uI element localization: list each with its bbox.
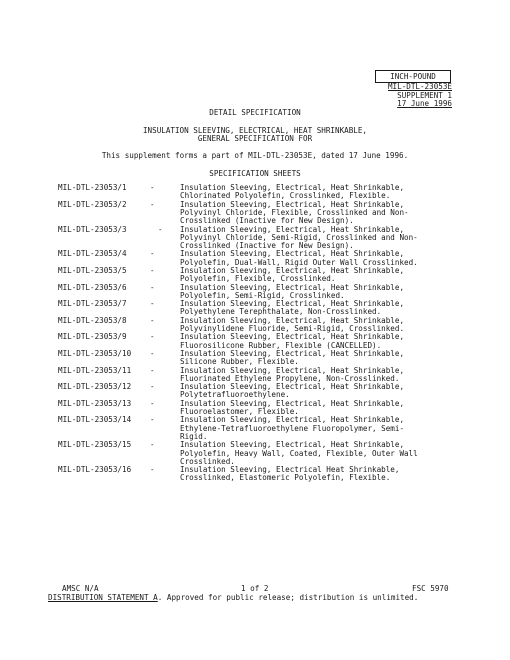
spec-sheet-description-line: Crosslinked, Elastomeric Polyolefin, Flexible.	[180, 473, 391, 483]
spec-sheet-number: MIL-DTL-23053/6	[58, 282, 127, 292]
spec-sheet-number: MIL-DTL-23053/16	[58, 465, 132, 475]
spec-sheet-dash: -	[150, 349, 155, 358]
spec-sheet-dash: -	[150, 398, 155, 408]
spec-sheet-description	[180, 226, 450, 251]
spec-kind: DETAIL SPECIFICATION	[209, 108, 301, 117]
spec-sheet-dash: -	[150, 365, 155, 375]
page-number: 1 of 2	[241, 584, 269, 593]
spec-sheet-description-line: Insulation Sleeving, Electrical, Heat Shrinkable,	[180, 415, 405, 425]
spec-sheet-description	[180, 201, 450, 226]
spec-sheet-number: MIL-DTL-23053/10	[58, 349, 132, 358]
spec-sheet-description	[180, 383, 450, 400]
spec-sheet-number: MIL-DTL-23053/2	[58, 199, 127, 209]
spec-sheet-description	[180, 367, 450, 384]
spec-sheet-number: MIL-DTL-23053/1	[58, 183, 127, 192]
spec-sheet-dash: -	[150, 440, 155, 450]
spec-sheet-number: MIL-DTL-23053/5	[58, 266, 127, 275]
spec-sheet-description-line: Crosslinked (Inactive for New Design).	[180, 216, 354, 226]
spec-sheet-dash: -	[150, 249, 155, 259]
spec-sheet-description-line: Polyvinyl Chloride, Flexible, Crosslinked and Non-	[180, 207, 409, 217]
spec-sheet-description	[180, 441, 450, 466]
sheets-heading: SPECIFICATION SHEETS	[209, 169, 301, 178]
spec-sheet-description-line: Polyvinyl Chloride, Semi-Rigid, Crosslinked and Non-	[180, 232, 418, 242]
spec-sheet-description-line: Insulation Sleeving, Electrical, Heat Shrinkable,	[180, 398, 405, 408]
spec-sheet-dash: -	[158, 224, 163, 234]
inch-pound-box: INCH-POUND	[375, 70, 451, 83]
spec-sheet-dash: -	[150, 299, 155, 309]
spec-sheet-description	[180, 184, 450, 201]
spec-sheet-number: MIL-DTL-23053/15	[58, 440, 132, 450]
spec-sheet-number: MIL-DTL-23053/9	[58, 332, 127, 342]
spec-sheet-description-line: Polyolefin, Heavy Wall, Coated, Flexible, Outer Wall	[180, 448, 418, 458]
spec-sheet-number: MIL-DTL-23053/8	[58, 315, 127, 325]
spec-sheet-number: MIL-DTL-23053/14	[58, 415, 132, 425]
spec-sheet-description-line: Insulation Sleeving, Electrical, Heat Shrinkable,	[180, 365, 405, 375]
spec-sheet-description	[180, 416, 450, 441]
spec-sheet-dash: -	[150, 332, 155, 342]
spec-sheet-number: MIL-DTL-23053/12	[58, 382, 132, 392]
spec-sheet-description	[180, 284, 450, 301]
spec-sheet-number: MIL-DTL-23053/13	[58, 398, 132, 408]
fsc-label: FSC 5970	[412, 584, 449, 593]
spec-sheet-description-line: Insulation Sleeving, Electrical, Heat Shrinkable,	[180, 315, 405, 325]
title-line-2: GENERAL SPECIFICATION FOR	[197, 134, 313, 143]
spec-sheet-description-line: Chlorinated Polyolefin, Crosslinked, Flexible.	[180, 191, 391, 201]
spec-sheet-description-line: Polyvinylidene Fluoride, Semi-Rigid, Crosslinked.	[180, 324, 405, 334]
doc-date: 17 June 1996	[397, 99, 452, 109]
spec-sheet-description-line: Insulation Sleeving, Electrical, Heat Shrinkable,	[180, 183, 405, 192]
title-line-1: INSULATION SLEEVING, ELECTRICAL, HEAT SHRINKABLE,	[142, 126, 368, 135]
spec-sheet-description-line: Polyethylene Terephthalate, Non-Crosslinked.	[180, 307, 382, 317]
spec-sheet-description-line: Fluorinated Ethylene Propylene, Non-Crosslinked.	[180, 373, 400, 383]
spec-sheet-number: MIL-DTL-23053/3	[58, 224, 127, 234]
spec-sheet-dash: -	[150, 183, 155, 192]
spec-sheet-description	[180, 400, 450, 417]
spec-sheet-description-line: Fluoroelastomer, Flexible.	[180, 407, 299, 417]
spec-sheet-description	[180, 466, 450, 483]
spec-sheet-description-line: Insulation Sleeving, Electrical, Heat Shrinkable,	[180, 382, 405, 392]
spec-sheet-description-line: Insulation Sleeving, Electrical, Heat Shrinkable,	[180, 282, 405, 292]
distribution-statement	[48, 594, 418, 602]
spec-sheet-description	[180, 250, 450, 267]
spec-sheet-dash: -	[150, 415, 155, 425]
spec-sheet-description-line: Polytetrafluoroethylene.	[180, 390, 290, 400]
spec-sheet-description-line: Insulation Sleeving, Electrical, Heat Shrinkable,	[180, 440, 405, 450]
spec-sheet-description-line: Insulation Sleeving, Electrical Heat Shrinkable,	[180, 465, 400, 475]
spec-sheet-description-line: Insulation Sleeving, Electrical, Heat Shrinkable,	[180, 299, 405, 309]
distribution-text: . Approved for public release; distribution is unlimited.	[157, 593, 419, 602]
amsc-label: AMSC N/A	[62, 584, 99, 593]
spec-sheet-dash: -	[150, 199, 155, 209]
spec-sheet-description-line: Crosslinked (Inactive for New Design).	[180, 241, 354, 251]
spec-sheet-description	[180, 267, 450, 284]
intro-paragraph: This supplement forms a part of MIL-DTL-23053E, dated 17 June 1996.	[101, 151, 409, 160]
spec-sheet-description-line: Rigid.	[180, 431, 208, 441]
document-header-block	[360, 83, 452, 109]
spec-sheet-description-line: Insulation Sleeving, Electrical, Heat Shrinkable,	[180, 349, 405, 358]
spec-sheet-description	[180, 300, 450, 317]
spec-sheet-description-line: Insulation Sleeving, Electrical, Heat Shrinkable,	[180, 224, 405, 234]
spec-sheet-description-line: Polyolefin, Semi-Rigid, Crosslinked.	[180, 290, 345, 300]
spec-sheet-description-line: Ethylene-Tetrafluoroethylene Fluoropolymer, Semi-	[180, 423, 405, 433]
spec-sheet-dash: -	[150, 266, 155, 275]
spec-sheet-description	[180, 333, 450, 350]
spec-sheet-description-line: Fluorosilicone Rubber, Flexible (CANCELLED).	[180, 340, 382, 350]
spec-sheet-description	[180, 317, 450, 334]
spec-sheet-number: MIL-DTL-23053/7	[58, 299, 127, 309]
spec-sheet-description-line: Silicone Rubber, Flexible.	[180, 357, 299, 367]
spec-sheet-description-line: Insulation Sleeving, Electrical, Heat Shrinkable,	[180, 199, 405, 209]
spec-sheet-number: MIL-DTL-23053/4	[58, 249, 127, 259]
spec-sheet-dash: -	[150, 282, 155, 292]
spec-sheet-number: MIL-DTL-23053/11	[58, 365, 132, 375]
spec-sheet-description-line: Crosslinked.	[180, 456, 235, 466]
spec-sheet-description-line: Insulation Sleeving, Electrical, Heat Shrinkable,	[180, 266, 405, 275]
spec-sheet-description-line: Polyolefin, Dual-Wall, Rigid Outer Wall Crosslinked.	[180, 257, 418, 267]
spec-sheet-dash: -	[150, 465, 155, 475]
spec-sheet-dash: -	[150, 315, 155, 325]
supplement-label: SUPPLEMENT 1	[397, 90, 452, 100]
spec-sheet-description-line: Insulation Sleeving, Electrical, Heat Shrinkable,	[180, 332, 405, 342]
spec-sheet-description-line: Polyolefin, Flexible, Crosslinked.	[180, 274, 336, 284]
spec-sheet-description-line: Insulation Sleeving, Electrical, Heat Shrinkable,	[180, 249, 405, 259]
spec-sheet-dash: -	[150, 382, 155, 392]
distribution-label: DISTRIBUTION STATEMENT A	[48, 593, 158, 602]
doc-id: MIL-DTL-23053E	[387, 82, 452, 91]
spec-sheet-description	[180, 350, 450, 367]
